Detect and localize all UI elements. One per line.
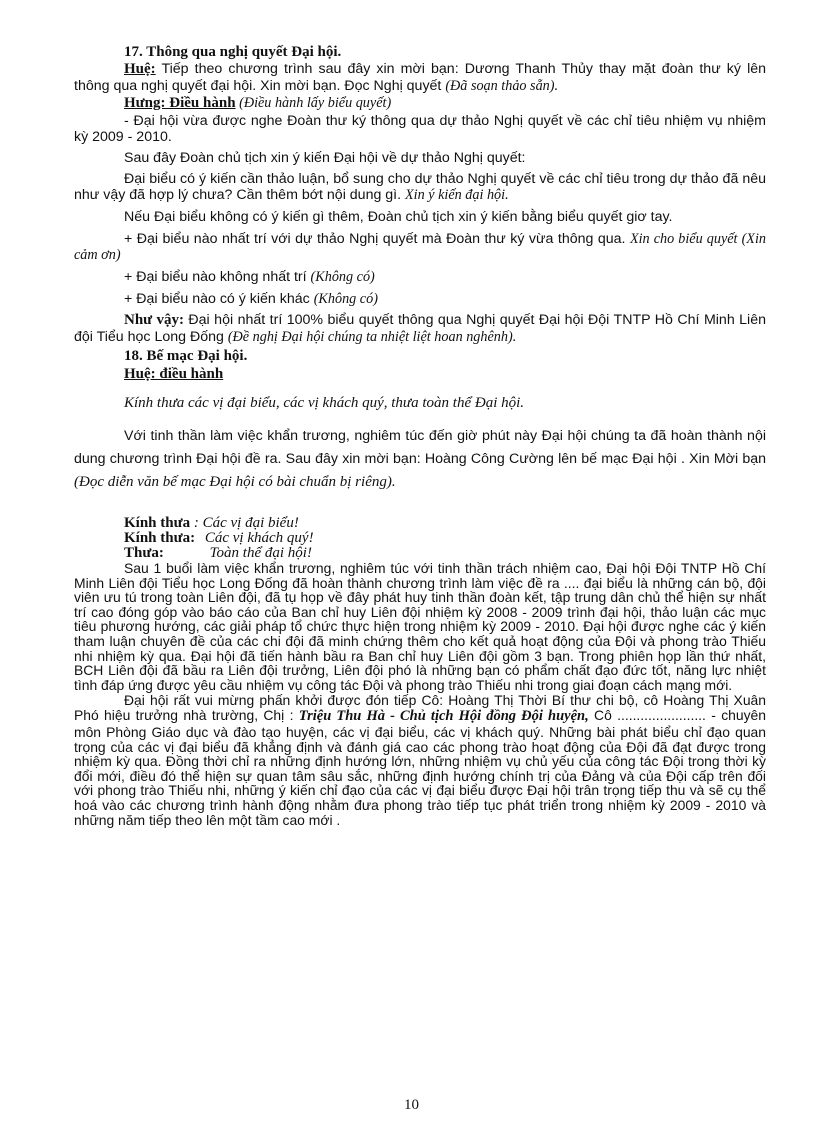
greeting-label: Kính thưa — [124, 515, 191, 531]
greeting-line: Kính thưa các vị đại biểu, các vị khách quý, thưa toàn thể Đại hội. — [124, 395, 525, 411]
greeting-1 — [124, 516, 766, 531]
paragraph-text: Đại hội rất vui mừng phấn khởi được đón tiếp Cô: Hoàng Thị Thời Bí thư chi bộ, cô Hoàng Thị Xuân Phó hiệu trưởng nhà trường, Chị : — [74, 692, 766, 723]
hung-line — [74, 95, 766, 112]
greeting-label: Thưa: — [124, 545, 164, 561]
greeting-text: Các vị khách quý! — [204, 530, 314, 546]
hung-note: (Điều hành lấy biểu quyết) — [235, 95, 392, 111]
paragraph-text: + Đại biểu nào nhất trí với dự thảo Nghị quyết mà Đoàn thư ký vừa thông qua. — [124, 231, 630, 247]
paragraph — [74, 425, 766, 494]
paragraph-note: Xin cho biểu quyết (Xin cảm ơn) — [74, 231, 767, 263]
paragraph-note: Xin ý kiến đại hội. — [405, 187, 509, 203]
greeting-3 — [124, 546, 766, 561]
paragraph: Sau đây Đoàn chủ tịch xin ý kiến Đại hội về dự thảo Nghị quyết: — [124, 150, 526, 166]
greeting-label: Kính thưa: — [124, 530, 196, 546]
paragraph-text: Đại hội nhất trí 100% biểu quyết thông qua Nghị quyết Đại hội Đội TNTP Hồ Chí Minh Liên đội Tiểu học Long Đống — [74, 312, 766, 345]
paragraph-note: (Đọc diễn văn bế mạc Đại hội có bài chuẩn bị riêng). — [74, 474, 396, 490]
paragraph — [74, 171, 766, 203]
page-number: 10 — [404, 1097, 419, 1113]
document-page — [74, 44, 766, 827]
speech-greetings — [124, 516, 766, 561]
paragraph-note: (Không có) — [313, 291, 378, 307]
paragraph — [74, 291, 766, 307]
hue-line — [74, 61, 766, 94]
paragraph: Nếu Đại biểu không có ý kiến gì thêm, Đoàn chủ tịch xin ý kiến bằng biểu quyết giơ tay. — [124, 209, 673, 225]
paragraph — [74, 312, 766, 345]
paragraph-text: Cô ....................... - chuyên môn Phòng Giáo dục và đào tạo huyện, các vị đại biểu, các vị khách quý. Những bài phát biểu chỉ đạo quan trọng của các vị đại biểu đã khẳng định và đánh giá cao các phong trào hoạt động của Đội đã đạt được trong nhiệm kỳ qua. Đồng thời chỉ ra những định hướng lớn, những nhiệm vụ chủ yếu của công tác Đội trong thời kỳ đổi mới, điều đó thể hiện sự quan tâm sâu sắc, những định hướng chính trị của Đảng và của Đội cấp trên đối với phong trào Thiếu nhi, những ý kiến chỉ đạo của các vị đại biểu được Đại hội trân trọng tiếp thu và sẽ cụ thể hoá vào các chương trình hành động nhằm đưa phong trào tiếp tục phát triển trong nhiệm kỳ 2009 - 2010 và những năm tiếp theo lên một tầm cao mới . — [74, 706, 766, 828]
hue-note: (Đã soạn thảo sẵn). — [445, 78, 559, 94]
paragraph-text: Đại biểu có ý kiến cần thảo luận, bổ sung cho dự thảo Nghị quyết về các chỉ tiêu trong dự thảo đã nêu như vậy đã hợp lý chưa? Cần thêm bớt nội dung gì. — [74, 171, 766, 203]
section-18-title: 18. Bế mạc Đại hội. — [124, 348, 248, 364]
paragraph-text: Với tinh thần làm việc khẩn trương, nghiêm túc đến giờ phút này Đại hội chúng ta đã hoàn thành nội dung chương trình Đại hội đề ra. Sau đây xin mời bạn: Hoàng Công Cường lên bế mạc Đại hội . Xin Mời bạn — [74, 428, 766, 467]
paragraph — [74, 269, 766, 285]
paragraph-bold: Triệu Thu Hà - Chủ tịch Hội đồng Đội huyện, — [298, 707, 589, 724]
paragraph-text: + Đại biểu nào không nhất trí — [124, 269, 311, 285]
hue-text: Tiếp theo chương trình sau đây xin mời bạn: Dương Thanh Thủy thay mặt đoàn thư ký lên thông qua nghị quyết đại hội. Xin mời bạn. Đọc Nghị quyết — [74, 61, 766, 94]
section-17-title: 17. Thông qua nghị quyết Đại hội. — [124, 44, 342, 60]
paragraph-text: + Đại biểu nào có ý kiến khác — [124, 291, 314, 307]
paragraph — [74, 231, 766, 263]
paragraph-note: (Không có) — [310, 269, 375, 285]
greeting-2 — [124, 531, 766, 546]
speaker-hue: Huệ: — [124, 61, 156, 77]
greeting-text: Toàn thể đại hội! — [209, 545, 312, 561]
speech-paragraph: Sau 1 buổi làm việc khẩn trương, nghiêm túc với tinh thần trách nhiệm cao, Đại hội Đội TNTP Hồ Chí Minh Liên đội Tiểu học Long Đống đã hoàn thành chương trình làm việc đề ra .... đại biểu là những cán bộ, đội viên ưu tú trong toàn Liên đội, đã tụ họp về đây phát huy tinh thần đoàn kết, tập trung dân chủ thể hiện sự nhất trí cao đóng góp vào báo cáo của Ban chỉ huy Liên đội nhiệm kỳ 2008 - 2009 trình đại hội, thảo luận các mục tiêu phương hướng, các giải pháp tổ chức thực hiện trong nhiệm kỳ 2009 - 2010. Đại hội được nghe các ý kiến tham luận chuyên đề của các chi đội đã minh chứng thêm cho kết quả hoạt động của Đội và phong trào Thiếu nhi nhiệm kỳ qua. Đại hội đã tiến hành bầu ra Ban chỉ huy Liên đội gồm 3 bạn. Trong phiên họp lần thứ nhất, BCH Liên đội đã bầu ra Liên đội trưởng, Liên đội phó là những bạn có phẩm chất đạo đức tốt, năng lực nhiệt tình đáp ứng được yêu cầu nhiệm vụ công tác Đội và phong trào Thiếu nhi trong giai đoạn cách mạng mới. — [74, 560, 766, 693]
speech-paragraph — [74, 693, 766, 827]
greeting-text: : Các vị đại biểu! — [193, 515, 299, 531]
paragraph-note: (Đề nghị Đại hội chúng ta nhiệt liệt hoan nghênh). — [227, 329, 517, 345]
speaker-hung: Hưng: Điều hành — [124, 95, 236, 111]
paragraph-label: Như vậy: — [124, 312, 184, 328]
paragraph: - Đại hội vừa được nghe Đoàn thư ký thông qua dự thảo Nghị quyết về các chỉ tiêu nhiệm vụ nhiệm kỳ 2009 - 2010. — [74, 113, 766, 145]
speaker-hue-dieu-hanh: Huệ: điều hành — [124, 366, 224, 382]
